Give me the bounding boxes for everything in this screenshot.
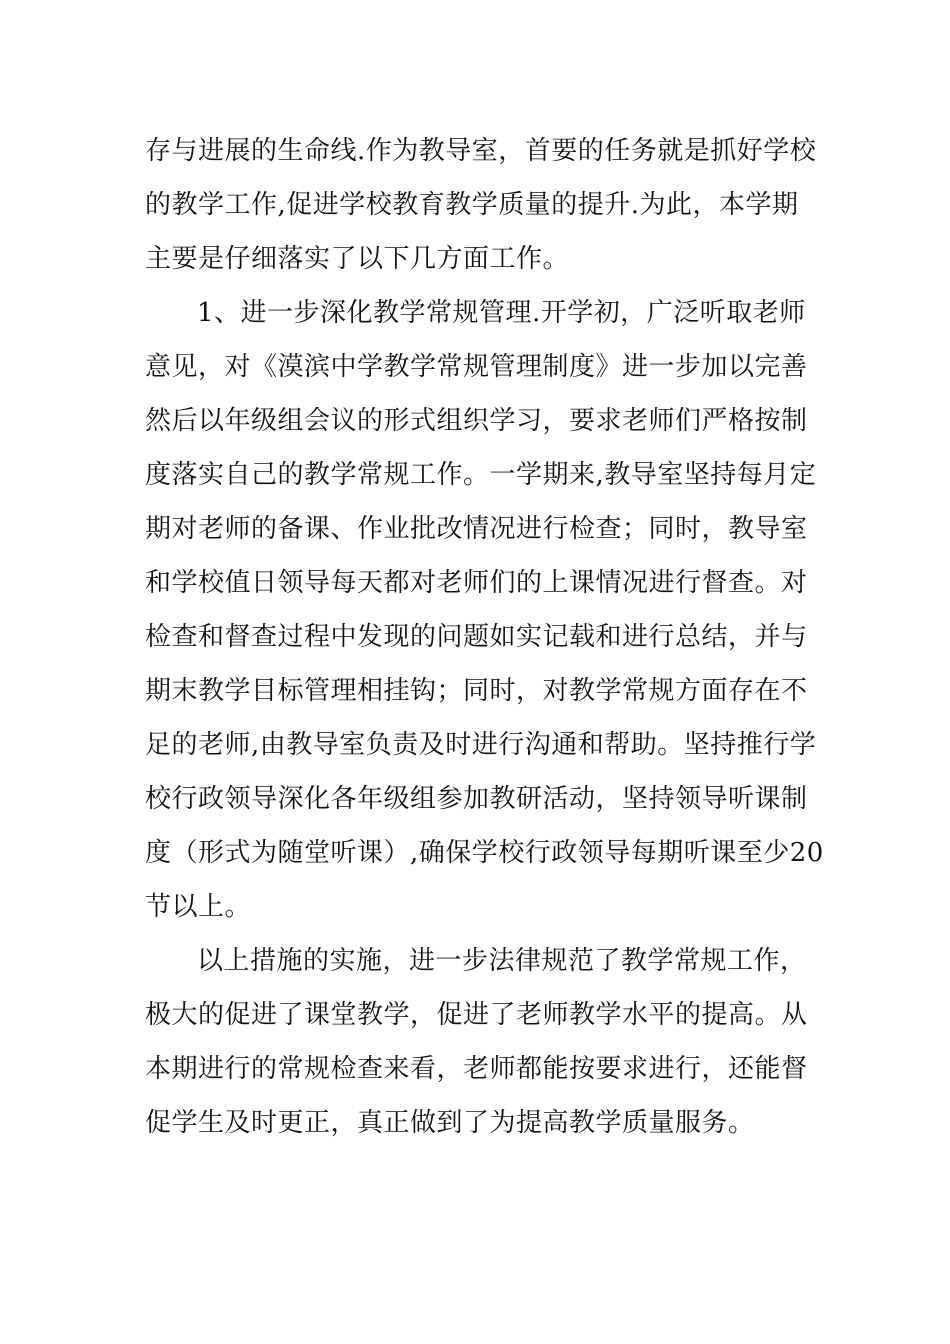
text-line-first: 1、进一步深化教学常规管理.开学初，广泛听取老师 (197, 298, 806, 328)
text-line: 主要是仔细落实了以下几方面工作。 (145, 244, 570, 274)
text-line: 促学生及时更正，真正做到了为提高教学质量服务。 (145, 1108, 755, 1138)
text-line: 然后以年级组会议的形式组织学习，要求老师们严格按制 (145, 406, 808, 436)
text-line: 极大的促进了课堂教学，促进了老师教学水平的提高。从 (145, 1000, 808, 1030)
paragraph-intro (145, 124, 817, 286)
text-line: 期末教学目标管理相挂钩；同时，对教学常规方面存在不 (145, 676, 808, 706)
text-line: 期对老师的备课、作业批改情况进行检查；同时，教导室 (145, 514, 808, 544)
text-line: 度落实自己的教学常规工作。一学期来,教导室坚持每月定 (145, 460, 817, 490)
text-line: 意见，对《漠滨中学教学常规管理制度》进一步加以完善 (145, 352, 808, 382)
text-line: 度（形式为随堂听课）,确保学校行政领导每期听课至少20 (145, 838, 824, 868)
text-line: 本期进行的常规检查来看，老师都能按要求进行，还能督 (145, 1054, 808, 1084)
text-line: 存与进展的生命线.作为教导室，首要的任务就是抓好学校 (145, 136, 817, 166)
text-line: 足的老师,由教导室负责及时进行沟通和帮助。坚持推行学 (145, 730, 817, 760)
document-body (145, 124, 824, 1150)
text-line: 和学校值日领导每天都对老师们的上课情况进行督查。对 (145, 568, 808, 598)
paragraph-item-1 (145, 286, 824, 934)
text-line: 检查和督查过程中发现的问题如实记载和进行总结，并与 (145, 622, 808, 652)
text-line: 校行政领导深化各年级组参加教研活动，坚持领导听课制 (145, 784, 808, 814)
text-line: 节以上。 (145, 892, 252, 922)
text-line-first: 以上措施的实施，进一步法律规范了教学常规工作， (197, 946, 807, 976)
paragraph-summary (145, 934, 808, 1150)
text-line: 的教学工作,促进学校教育教学质量的提升.为此，本学期 (145, 190, 799, 220)
